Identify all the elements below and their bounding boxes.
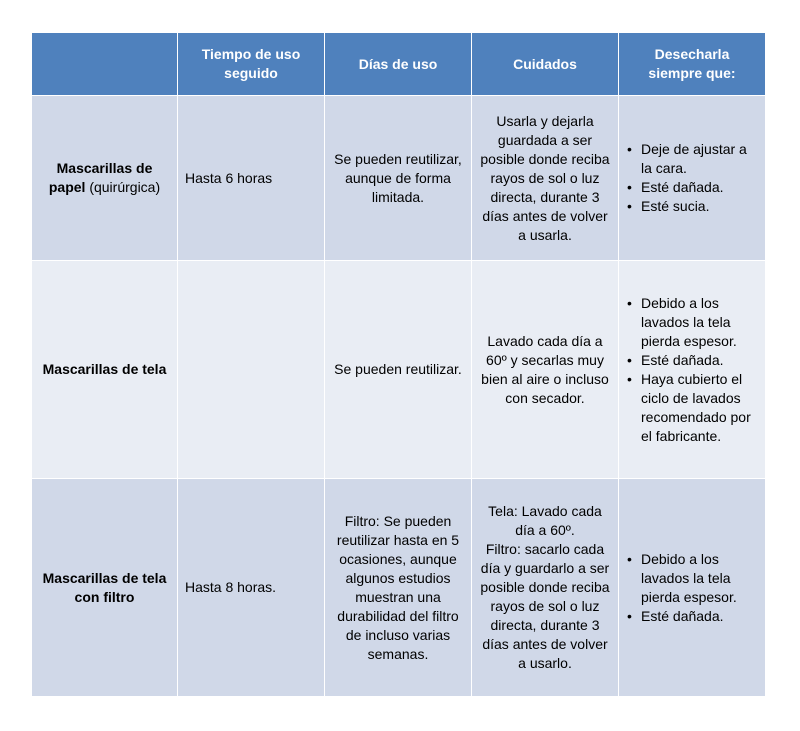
discard-item: • Debido a los lavados la tela pierda espesor. <box>626 294 758 351</box>
time-of-use-cell: Hasta 6 horas <box>178 96 325 261</box>
mask-type-note: (quirúrgica) <box>85 179 161 195</box>
discard-item: • Esté dañada. <box>626 607 758 626</box>
discard-item: • Debido a los lavados la tela pierda espesor. <box>626 550 758 607</box>
mask-type-name: Mascarillas de tela <box>42 361 167 377</box>
discard-cell <box>619 479 766 697</box>
header-row <box>32 33 766 96</box>
mask-type-cell <box>32 261 178 479</box>
days-of-use-cell: Se pueden reutilizar, aunque de forma limitada. <box>325 96 472 261</box>
discard-cell <box>619 96 766 261</box>
time-of-use-cell: Hasta 8 horas. <box>178 479 325 697</box>
mask-type-cell <box>32 479 178 697</box>
care-cell <box>472 96 619 261</box>
days-of-use-cell: Filtro: Se pueden reutilizar hasta en 5 ocasiones, aunque algunos estudios muestran una durabilidad del filtro de incluso varias semanas. <box>325 479 472 697</box>
care-text-cloth: Tela: Lavado cada día a 60º. <box>488 503 602 538</box>
header-discard-when: Desecharla siempre que: <box>619 33 766 96</box>
discard-list <box>626 550 758 626</box>
mask-type-name: Mascarillas de tela con filtro <box>42 569 167 605</box>
mask-type-cell <box>32 96 178 261</box>
header-mask-type <box>32 33 178 96</box>
care-text: Usarla y dejarla guardada a ser posible donde reciba rayos de sol o luz directa, durante 3 días antes de volver a usarla. <box>480 112 610 243</box>
mask-type-name: Mascarillas de papel <box>48 160 153 195</box>
care-text: Lavado cada día a 60º y secarlas muy bien al aire o incluso con secador. <box>481 332 609 406</box>
discard-item: • Esté dañada. <box>626 178 758 197</box>
header-time-of-use: Tiempo de uso seguido <box>178 33 325 96</box>
header-days-of-use: Días de uso <box>325 33 472 96</box>
discard-list <box>626 140 758 216</box>
discard-item: • Deje de ajustar a la cara. <box>626 140 758 178</box>
discard-item: • Haya cubierto el ciclo de lavados recomendado por el fabricante. <box>626 370 758 446</box>
time-of-use-cell <box>178 261 325 479</box>
table-row-paper-mask <box>32 96 766 261</box>
table-row-cloth-mask <box>32 261 766 479</box>
header-care: Cuidados <box>472 33 619 96</box>
care-cell <box>472 261 619 479</box>
discard-item: • Esté sucia. <box>626 197 758 216</box>
care-text-filter: Filtro: sacarlo cada día y guardarlo a ser posible donde reciba rayos de sol o luz directa, durante 3 días antes de volver a usarlo. <box>480 541 610 671</box>
discard-cell <box>619 261 766 479</box>
table-row-cloth-filter-mask <box>32 479 766 697</box>
care-cell <box>472 479 619 697</box>
discard-item: • Esté dañada. <box>626 351 758 370</box>
days-of-use-cell: Se pueden reutilizar. <box>325 261 472 479</box>
discard-list <box>626 294 758 446</box>
mask-usage-table <box>31 32 766 697</box>
